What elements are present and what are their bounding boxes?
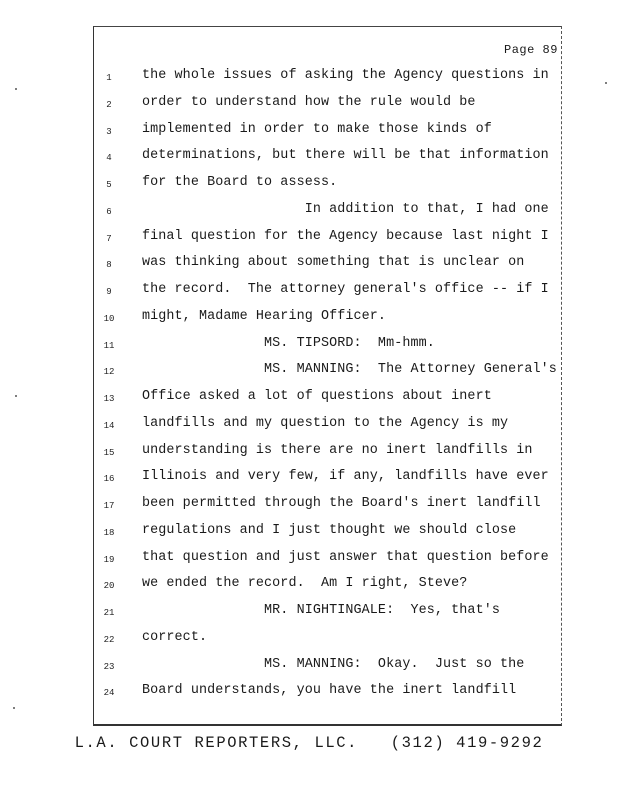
transcript-line: might, Madame Hearing Officer.: [142, 308, 387, 324]
scan-speck: [13, 707, 15, 709]
line-number: 13: [103, 394, 115, 404]
transcript-line: Board understands, you have the inert landfill: [142, 683, 517, 699]
line-number: 20: [103, 581, 115, 592]
transcript-line: Illinois and very few, if any, landfills have ever: [142, 469, 549, 485]
page-number: Page 89: [504, 43, 558, 57]
scan-speck: [605, 82, 607, 84]
transcript-line: understanding is there are no inert landfills in: [142, 442, 533, 458]
line-number: 10: [103, 313, 115, 324]
transcript-line: the record. The attorney general's office -- if I: [142, 282, 549, 297]
line-number: 24: [103, 688, 115, 699]
transcript-line: MS. TIPSORD: Mm-hmm.: [142, 335, 435, 351]
line-number: 7: [106, 233, 112, 244]
line-number: 18: [103, 527, 115, 538]
transcript-line: Office asked a lot of questions about inert: [142, 389, 492, 404]
scan-speck: [15, 88, 17, 90]
transcript-line: MS. MANNING: Okay. Just so the: [142, 656, 525, 672]
transcript-line: implemented in order to make those kinds of: [142, 121, 492, 137]
transcript-line: landfills and my question to the Agency is my: [142, 415, 509, 431]
line-number: 16: [103, 474, 115, 485]
transcript-line: In addition to that, I had one: [142, 201, 549, 217]
line-number: 1: [106, 73, 112, 83]
line-number: 5: [106, 180, 112, 190]
line-number: 4: [106, 153, 112, 164]
transcript-line: we ended the record. Am I right, Steve?: [142, 576, 468, 592]
transcript-line: the whole issues of asking the Agency questions in: [142, 68, 549, 83]
line-number: 23: [103, 661, 115, 672]
line-number: 19: [103, 554, 115, 565]
transcript-line: that question and just answer that question before: [142, 549, 549, 565]
line-number: 14: [103, 420, 115, 431]
transcript-line: was thinking about something that is unclear on: [142, 255, 525, 271]
line-number: 6: [106, 206, 112, 217]
line-number: 12: [103, 367, 115, 378]
line-number: 21: [103, 608, 115, 618]
transcript-line: been permitted through the Board's inert landfill: [142, 496, 541, 511]
transcript-line: for the Board to assess.: [142, 175, 338, 190]
line-number: 22: [103, 634, 115, 645]
transcript-line: final question for the Agency because last night I: [142, 228, 549, 244]
transcript-line: MS. MANNING: The Attorney General's: [142, 362, 557, 378]
line-number: 2: [106, 99, 112, 110]
line-number: 15: [103, 447, 115, 458]
line-number: 3: [106, 126, 112, 137]
line-number: 17: [103, 501, 115, 511]
transcript-line: regulations and I just thought we should close: [142, 522, 517, 538]
transcript-line: determinations, but there will be that information: [142, 148, 549, 164]
line-number: 8: [106, 260, 112, 271]
court-reporter-footer: L.A. COURT REPORTERS, LLC. (312) 419-9292: [74, 734, 544, 752]
line-number: 11: [103, 340, 115, 351]
transcript-line: correct.: [142, 629, 208, 645]
line-number: 9: [106, 287, 112, 297]
transcript-line: MR. NIGHTINGALE: Yes, that's: [142, 603, 500, 618]
transcript-line: order to understand how the rule would be: [142, 94, 476, 110]
scan-speck: [15, 395, 17, 397]
